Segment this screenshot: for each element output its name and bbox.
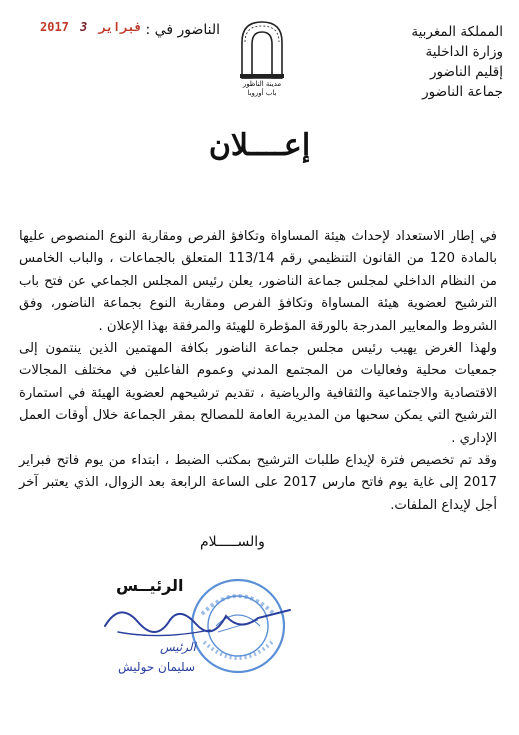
closing-salutation: والســـــلام — [200, 534, 265, 550]
date-stamp-year: 2017 — [40, 20, 69, 34]
handwritten-signature — [100, 596, 300, 646]
city-emblem — [226, 20, 298, 110]
president-title: الرئيــس — [116, 576, 184, 595]
gate-icon — [240, 20, 284, 80]
date-stamp-day: 3 — [80, 20, 88, 34]
authority-line: جماعة الناضور — [422, 84, 503, 100]
signature-handwritten-title: الرئيس — [160, 640, 196, 654]
authority-line: وزارة الداخلية — [425, 44, 503, 60]
place-date — [40, 20, 220, 44]
emblem-caption-2: باب أوروبا — [247, 89, 277, 97]
authority-line: المملكة المغربية — [411, 24, 503, 40]
date-stamp — [40, 20, 142, 34]
announcement-body — [19, 226, 497, 517]
signatory-name: سليمان حوليش — [118, 660, 196, 674]
page-title: إعــــلان — [208, 128, 311, 163]
paragraph: في إطار الاستعداد لإحداث هيئة المساواة وتكافؤ الفرص ومقاربة النوع المنصوص عليها بالمادة 120 من القانون التنظيمي رقم 113/14 المتعلق بالجماعات ، والباب الخامس من النظام الداخلي لمجلس جماعة الناضور، يعلن رئيس المجلس الجماعي عن فتح باب الترشيح لعضوية هيئة المساواة وتكافؤ الفرص ومقاربة النوع بجماعة الناضور، وفق الشروط والمعايير المدرجة بالورقة المؤطرة للهيئة والمرفقة بهذا الإعلان . — [19, 229, 497, 334]
paragraph: وقد تم تخصيص فترة لإيداع طلبات الترشيح بمكتب الضبط ، ابتداء من يوم فاتح فبراير 2017 إلى غاية يوم فاتح مارس 2017 على الساعة الرابعة بعد الزوال، الذي يعتبر آخر أجل لإيداع الملفات. — [19, 453, 497, 513]
authority-block — [373, 22, 503, 102]
place-label: الناضور في : — [145, 22, 220, 38]
paragraph: ولهذا الغرض يهيب رئيس مجلس جماعة الناضور بكافة المهتمين الذين ينتمون إلى جمعيات محلية وفعاليات من المجتمع المدني وعموم الفاعلين في مختلف المجالات الاقتصادية والاجتماعية والثقافية والرياضية ، تقديم ترشيحهم لعضوية الهيئة في استمارة الترشيح التي يمكن سحبها من المديرية العامة للمصالح بمقر الجماعة خلال أوقات العمل الإداري . — [19, 341, 497, 446]
date-stamp-month: فبراير — [98, 20, 142, 34]
emblem-caption-1: مدينة الناظور — [242, 80, 282, 88]
authority-line: إقليم الناضور — [429, 64, 503, 80]
